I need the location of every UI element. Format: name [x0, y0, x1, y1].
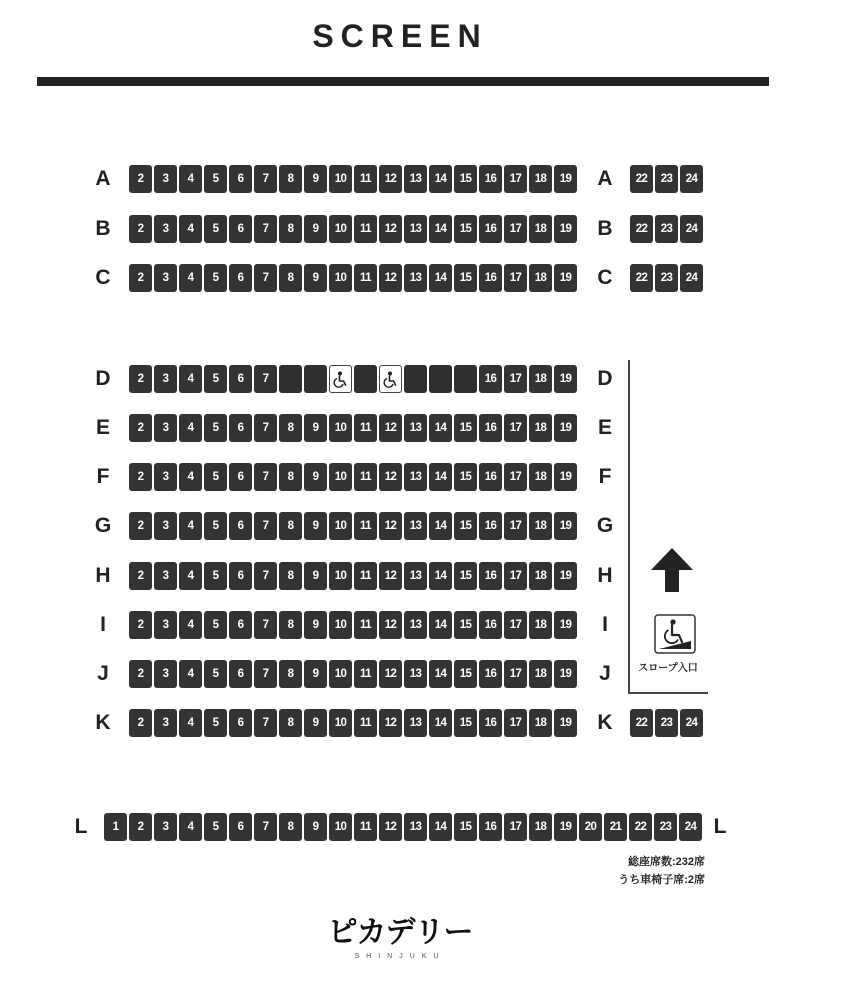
seat-L-19[interactable]: 19 — [554, 813, 577, 841]
wheelchair-ramp-icon — [654, 614, 696, 654]
seat-E-9[interactable]: 9 — [304, 414, 327, 442]
row-label-right: J — [599, 662, 611, 685]
seat-E-14[interactable]: 14 — [429, 414, 452, 442]
seat-D-7[interactable]: 7 — [254, 365, 277, 393]
seat-A-8[interactable]: 8 — [279, 165, 302, 193]
seat-J-10[interactable]: 10 — [329, 660, 352, 688]
seat-J-13[interactable]: 13 — [404, 660, 427, 688]
seat-I-10[interactable]: 10 — [329, 611, 352, 639]
seat-J-14[interactable]: 14 — [429, 660, 452, 688]
seat-L-14[interactable]: 14 — [429, 813, 452, 841]
seat-G-18[interactable]: 18 — [529, 512, 552, 540]
seat-H-19[interactable]: 19 — [554, 562, 577, 590]
seat-C-18[interactable]: 18 — [529, 264, 552, 292]
seat-G-4[interactable]: 4 — [179, 512, 202, 540]
seat-G-2[interactable]: 2 — [129, 512, 152, 540]
seat-C-11[interactable]: 11 — [354, 264, 377, 292]
blocked-seat — [354, 365, 377, 393]
seat-G-8[interactable]: 8 — [279, 512, 302, 540]
seat-H-5[interactable]: 5 — [204, 562, 227, 590]
seat-I-2[interactable]: 2 — [129, 611, 152, 639]
seat-K-12[interactable]: 12 — [379, 709, 402, 737]
row-label-right: E — [597, 416, 612, 439]
seat-E-8[interactable]: 8 — [279, 414, 302, 442]
seat-G-5[interactable]: 5 — [204, 512, 227, 540]
seat-L-21[interactable]: 21 — [604, 813, 627, 841]
seat-L-23[interactable]: 23 — [654, 813, 677, 841]
seat-A-15[interactable]: 15 — [454, 165, 477, 193]
seat-K-10[interactable]: 10 — [329, 709, 352, 737]
seat-L-12[interactable]: 12 — [379, 813, 402, 841]
seat-C-5[interactable]: 5 — [204, 264, 227, 292]
seat-A-2[interactable]: 2 — [129, 165, 152, 193]
row-label-left: H — [95, 564, 111, 587]
seat-A-5[interactable]: 5 — [204, 165, 227, 193]
seat-K-15[interactable]: 15 — [454, 709, 477, 737]
seat-I-4[interactable]: 4 — [179, 611, 202, 639]
seat-F-15[interactable]: 15 — [454, 463, 477, 491]
seat-F-10[interactable]: 10 — [329, 463, 352, 491]
seat-J-16[interactable]: 16 — [479, 660, 502, 688]
seat-E-2[interactable]: 2 — [129, 414, 152, 442]
seat-A-18[interactable]: 18 — [529, 165, 552, 193]
seat-L-20[interactable]: 20 — [579, 813, 602, 841]
seat-K-23[interactable]: 23 — [655, 709, 678, 737]
seat-L-3[interactable]: 3 — [154, 813, 177, 841]
seat-J-2[interactable]: 2 — [129, 660, 152, 688]
seat-L-22[interactable]: 22 — [629, 813, 652, 841]
row-label-right: G — [596, 514, 614, 537]
seat-K-6[interactable]: 6 — [229, 709, 252, 737]
seat-C-16[interactable]: 16 — [479, 264, 502, 292]
seat-A-16[interactable]: 16 — [479, 165, 502, 193]
seat-F-9[interactable]: 9 — [304, 463, 327, 491]
seat-H-8[interactable]: 8 — [279, 562, 302, 590]
row-label-right: C — [597, 266, 613, 289]
seat-C-10[interactable]: 10 — [329, 264, 352, 292]
seat-J-11[interactable]: 11 — [354, 660, 377, 688]
seat-H-10[interactable]: 10 — [329, 562, 352, 590]
seat-K-11[interactable]: 11 — [354, 709, 377, 737]
seat-H-7[interactable]: 7 — [254, 562, 277, 590]
seat-C-2[interactable]: 2 — [129, 264, 152, 292]
row-label-left: G — [94, 514, 112, 537]
seat-A-24[interactable]: 24 — [680, 165, 703, 193]
slope-aisle-base — [628, 692, 708, 694]
seat-F-16[interactable]: 16 — [479, 463, 502, 491]
seat-A-19[interactable]: 19 — [554, 165, 577, 193]
seat-I-19[interactable]: 19 — [554, 611, 577, 639]
seat-J-8[interactable]: 8 — [279, 660, 302, 688]
seat-J-9[interactable]: 9 — [304, 660, 327, 688]
seat-J-7[interactable]: 7 — [254, 660, 277, 688]
seat-F-13[interactable]: 13 — [404, 463, 427, 491]
seat-E-18[interactable]: 18 — [529, 414, 552, 442]
seat-H-14[interactable]: 14 — [429, 562, 452, 590]
row-label-right: I — [602, 613, 608, 636]
seat-C-13[interactable]: 13 — [404, 264, 427, 292]
screen-bar — [37, 77, 769, 86]
seat-H-16[interactable]: 16 — [479, 562, 502, 590]
seat-C-3[interactable]: 3 — [154, 264, 177, 292]
seat-C-4[interactable]: 4 — [179, 264, 202, 292]
seat-I-17[interactable]: 17 — [504, 611, 527, 639]
seat-E-13[interactable]: 13 — [404, 414, 427, 442]
seat-K-22[interactable]: 22 — [630, 709, 653, 737]
seat-H-13[interactable]: 13 — [404, 562, 427, 590]
seat-I-3[interactable]: 3 — [154, 611, 177, 639]
seat-B-24[interactable]: 24 — [680, 215, 703, 243]
seat-J-4[interactable]: 4 — [179, 660, 202, 688]
seat-C-22[interactable]: 22 — [630, 264, 653, 292]
seat-C-15[interactable]: 15 — [454, 264, 477, 292]
seat-H-9[interactable]: 9 — [304, 562, 327, 590]
seat-A-17[interactable]: 17 — [504, 165, 527, 193]
seat-B-19[interactable]: 19 — [554, 215, 577, 243]
seat-I-15[interactable]: 15 — [454, 611, 477, 639]
row-label-left: A — [95, 167, 111, 190]
row-label-left: F — [96, 465, 110, 488]
seat-B-23[interactable]: 23 — [655, 215, 678, 243]
seat-E-5[interactable]: 5 — [204, 414, 227, 442]
row-label-right: H — [597, 564, 613, 587]
seat-J-12[interactable]: 12 — [379, 660, 402, 688]
seat-K-14[interactable]: 14 — [429, 709, 452, 737]
row-label-left: B — [95, 217, 111, 240]
seat-C-19[interactable]: 19 — [554, 264, 577, 292]
seat-B-4[interactable]: 4 — [179, 215, 202, 243]
seat-F-4[interactable]: 4 — [179, 463, 202, 491]
seat-A-14[interactable]: 14 — [429, 165, 452, 193]
seat-L-11[interactable]: 11 — [354, 813, 377, 841]
seat-C-7[interactable]: 7 — [254, 264, 277, 292]
slope-aisle-wall — [628, 360, 630, 693]
seat-F-2[interactable]: 2 — [129, 463, 152, 491]
seat-F-11[interactable]: 11 — [354, 463, 377, 491]
seat-L-1[interactable]: 1 — [104, 813, 127, 841]
blocked-seat — [404, 365, 427, 393]
seat-L-6[interactable]: 6 — [229, 813, 252, 841]
seat-L-10[interactable]: 10 — [329, 813, 352, 841]
seat-G-19[interactable]: 19 — [554, 512, 577, 540]
seat-G-12[interactable]: 12 — [379, 512, 402, 540]
seat-D-5[interactable]: 5 — [204, 365, 227, 393]
seat-F-18[interactable]: 18 — [529, 463, 552, 491]
seat-B-14[interactable]: 14 — [429, 215, 452, 243]
seat-I-9[interactable]: 9 — [304, 611, 327, 639]
row-label-right: K — [597, 711, 613, 734]
seat-L-9[interactable]: 9 — [304, 813, 327, 841]
seat-G-13[interactable]: 13 — [404, 512, 427, 540]
seat-B-16[interactable]: 16 — [479, 215, 502, 243]
wheelchair-seats-label: うち車椅子席:2席 — [618, 874, 705, 886]
seat-E-10[interactable]: 10 — [329, 414, 352, 442]
seat-B-12[interactable]: 12 — [379, 215, 402, 243]
seat-B-6[interactable]: 6 — [229, 215, 252, 243]
seat-G-17[interactable]: 17 — [504, 512, 527, 540]
blocked-seat — [279, 365, 302, 393]
wheelchair-seat[interactable] — [379, 365, 402, 393]
row-label-right: A — [597, 167, 613, 190]
seat-I-6[interactable]: 6 — [229, 611, 252, 639]
seat-D-18[interactable]: 18 — [529, 365, 552, 393]
wheelchair-icon — [333, 371, 348, 388]
row-label-right: B — [597, 217, 613, 240]
seat-C-14[interactable]: 14 — [429, 264, 452, 292]
seat-E-17[interactable]: 17 — [504, 414, 527, 442]
logo-sub: SHINJUKU — [354, 953, 446, 960]
seat-B-13[interactable]: 13 — [404, 215, 427, 243]
seat-K-13[interactable]: 13 — [404, 709, 427, 737]
seat-E-16[interactable]: 16 — [479, 414, 502, 442]
seat-F-12[interactable]: 12 — [379, 463, 402, 491]
seat-I-18[interactable]: 18 — [529, 611, 552, 639]
seat-B-18[interactable]: 18 — [529, 215, 552, 243]
seat-C-9[interactable]: 9 — [304, 264, 327, 292]
seat-I-7[interactable]: 7 — [254, 611, 277, 639]
seat-B-15[interactable]: 15 — [454, 215, 477, 243]
seat-D-6[interactable]: 6 — [229, 365, 252, 393]
seat-H-4[interactable]: 4 — [179, 562, 202, 590]
seat-L-4[interactable]: 4 — [179, 813, 202, 841]
logo-name: ピカデリー — [327, 916, 473, 949]
seat-B-8[interactable]: 8 — [279, 215, 302, 243]
seat-B-2[interactable]: 2 — [129, 215, 152, 243]
seat-E-11[interactable]: 11 — [354, 414, 377, 442]
row-label-right: L — [713, 815, 727, 838]
seat-F-14[interactable]: 14 — [429, 463, 452, 491]
row-label-left: K — [95, 711, 111, 734]
row-label-left: E — [95, 416, 110, 439]
seat-E-4[interactable]: 4 — [179, 414, 202, 442]
seat-A-23[interactable]: 23 — [655, 165, 678, 193]
seat-K-5[interactable]: 5 — [204, 709, 227, 737]
seat-L-5[interactable]: 5 — [204, 813, 227, 841]
seat-J-15[interactable]: 15 — [454, 660, 477, 688]
seat-K-4[interactable]: 4 — [179, 709, 202, 737]
seat-B-3[interactable]: 3 — [154, 215, 177, 243]
seat-H-11[interactable]: 11 — [354, 562, 377, 590]
seat-I-12[interactable]: 12 — [379, 611, 402, 639]
seat-C-23[interactable]: 23 — [655, 264, 678, 292]
seat-G-10[interactable]: 10 — [329, 512, 352, 540]
seat-A-7[interactable]: 7 — [254, 165, 277, 193]
seat-K-18[interactable]: 18 — [529, 709, 552, 737]
seat-H-18[interactable]: 18 — [529, 562, 552, 590]
seat-A-12[interactable]: 12 — [379, 165, 402, 193]
seat-G-3[interactable]: 3 — [154, 512, 177, 540]
seat-K-7[interactable]: 7 — [254, 709, 277, 737]
row-label-left: C — [95, 266, 111, 289]
seat-L-8[interactable]: 8 — [279, 813, 302, 841]
seat-B-9[interactable]: 9 — [304, 215, 327, 243]
seat-H-17[interactable]: 17 — [504, 562, 527, 590]
seat-K-17[interactable]: 17 — [504, 709, 527, 737]
seat-B-7[interactable]: 7 — [254, 215, 277, 243]
seat-D-19[interactable]: 19 — [554, 365, 577, 393]
seat-I-14[interactable]: 14 — [429, 611, 452, 639]
seat-A-6[interactable]: 6 — [229, 165, 252, 193]
seat-K-9[interactable]: 9 — [304, 709, 327, 737]
seat-H-2[interactable]: 2 — [129, 562, 152, 590]
seat-A-9[interactable]: 9 — [304, 165, 327, 193]
seat-A-11[interactable]: 11 — [354, 165, 377, 193]
seat-I-13[interactable]: 13 — [404, 611, 427, 639]
seat-G-9[interactable]: 9 — [304, 512, 327, 540]
seat-E-7[interactable]: 7 — [254, 414, 277, 442]
seat-L-13[interactable]: 13 — [404, 813, 427, 841]
seat-D-3[interactable]: 3 — [154, 365, 177, 393]
row-label-left: L — [74, 815, 88, 838]
seat-L-24[interactable]: 24 — [679, 813, 702, 841]
seat-E-6[interactable]: 6 — [229, 414, 252, 442]
seat-E-15[interactable]: 15 — [454, 414, 477, 442]
row-label-left: I — [100, 613, 106, 636]
seat-K-16[interactable]: 16 — [479, 709, 502, 737]
seat-I-11[interactable]: 11 — [354, 611, 377, 639]
seat-H-6[interactable]: 6 — [229, 562, 252, 590]
seat-L-16[interactable]: 16 — [479, 813, 502, 841]
seat-D-17[interactable]: 17 — [504, 365, 527, 393]
wheelchair-icon — [383, 371, 398, 388]
seat-J-3[interactable]: 3 — [154, 660, 177, 688]
seat-G-11[interactable]: 11 — [354, 512, 377, 540]
seat-B-17[interactable]: 17 — [504, 215, 527, 243]
seat-G-6[interactable]: 6 — [229, 512, 252, 540]
seat-L-7[interactable]: 7 — [254, 813, 277, 841]
seat-J-18[interactable]: 18 — [529, 660, 552, 688]
slope-entrance-label: スロープ入口 — [638, 663, 698, 674]
seat-C-17[interactable]: 17 — [504, 264, 527, 292]
seat-F-17[interactable]: 17 — [504, 463, 527, 491]
blocked-seat — [304, 365, 327, 393]
seat-H-3[interactable]: 3 — [154, 562, 177, 590]
seat-G-7[interactable]: 7 — [254, 512, 277, 540]
seat-I-16[interactable]: 16 — [479, 611, 502, 639]
seat-G-15[interactable]: 15 — [454, 512, 477, 540]
seat-H-12[interactable]: 12 — [379, 562, 402, 590]
seat-K-3[interactable]: 3 — [154, 709, 177, 737]
seat-B-11[interactable]: 11 — [354, 215, 377, 243]
seat-E-12[interactable]: 12 — [379, 414, 402, 442]
seat-F-5[interactable]: 5 — [204, 463, 227, 491]
seat-I-8[interactable]: 8 — [279, 611, 302, 639]
seat-F-19[interactable]: 19 — [554, 463, 577, 491]
seat-E-19[interactable]: 19 — [554, 414, 577, 442]
seat-J-6[interactable]: 6 — [229, 660, 252, 688]
row-label-right: F — [598, 465, 612, 488]
seat-H-15[interactable]: 15 — [454, 562, 477, 590]
seat-J-5[interactable]: 5 — [204, 660, 227, 688]
seat-K-8[interactable]: 8 — [279, 709, 302, 737]
seat-K-2[interactable]: 2 — [129, 709, 152, 737]
seat-G-16[interactable]: 16 — [479, 512, 502, 540]
seat-C-8[interactable]: 8 — [279, 264, 302, 292]
seat-D-2[interactable]: 2 — [129, 365, 152, 393]
seat-A-22[interactable]: 22 — [630, 165, 653, 193]
blocked-seat — [454, 365, 477, 393]
seat-A-4[interactable]: 4 — [179, 165, 202, 193]
total-seats-label: 総座席数:232席 — [627, 856, 705, 868]
seat-A-3[interactable]: 3 — [154, 165, 177, 193]
seat-C-24[interactable]: 24 — [680, 264, 703, 292]
seat-J-19[interactable]: 19 — [554, 660, 577, 688]
seat-F-3[interactable]: 3 — [154, 463, 177, 491]
screen-title: SCREEN — [312, 18, 488, 54]
seat-B-10[interactable]: 10 — [329, 215, 352, 243]
seat-A-13[interactable]: 13 — [404, 165, 427, 193]
seat-G-14[interactable]: 14 — [429, 512, 452, 540]
seat-B-5[interactable]: 5 — [204, 215, 227, 243]
seat-L-15[interactable]: 15 — [454, 813, 477, 841]
seat-K-24[interactable]: 24 — [680, 709, 703, 737]
seat-C-6[interactable]: 6 — [229, 264, 252, 292]
row-label-left: J — [97, 662, 109, 685]
seat-L-18[interactable]: 18 — [529, 813, 552, 841]
arrow-up-icon — [650, 548, 694, 592]
row-label-right: D — [597, 367, 613, 390]
seat-C-12[interactable]: 12 — [379, 264, 402, 292]
seat-A-10[interactable]: 10 — [329, 165, 352, 193]
seat-F-8[interactable]: 8 — [279, 463, 302, 491]
seat-D-16[interactable]: 16 — [479, 365, 502, 393]
seat-L-17[interactable]: 17 — [504, 813, 527, 841]
seat-L-2[interactable]: 2 — [129, 813, 152, 841]
seat-J-17[interactable]: 17 — [504, 660, 527, 688]
seat-F-6[interactable]: 6 — [229, 463, 252, 491]
wheelchair-seat[interactable] — [329, 365, 352, 393]
seat-K-19[interactable]: 19 — [554, 709, 577, 737]
seat-B-22[interactable]: 22 — [630, 215, 653, 243]
row-label-left: D — [95, 367, 111, 390]
seat-I-5[interactable]: 5 — [204, 611, 227, 639]
seat-F-7[interactable]: 7 — [254, 463, 277, 491]
seat-D-4[interactable]: 4 — [179, 365, 202, 393]
blocked-seat — [429, 365, 452, 393]
seat-E-3[interactable]: 3 — [154, 414, 177, 442]
